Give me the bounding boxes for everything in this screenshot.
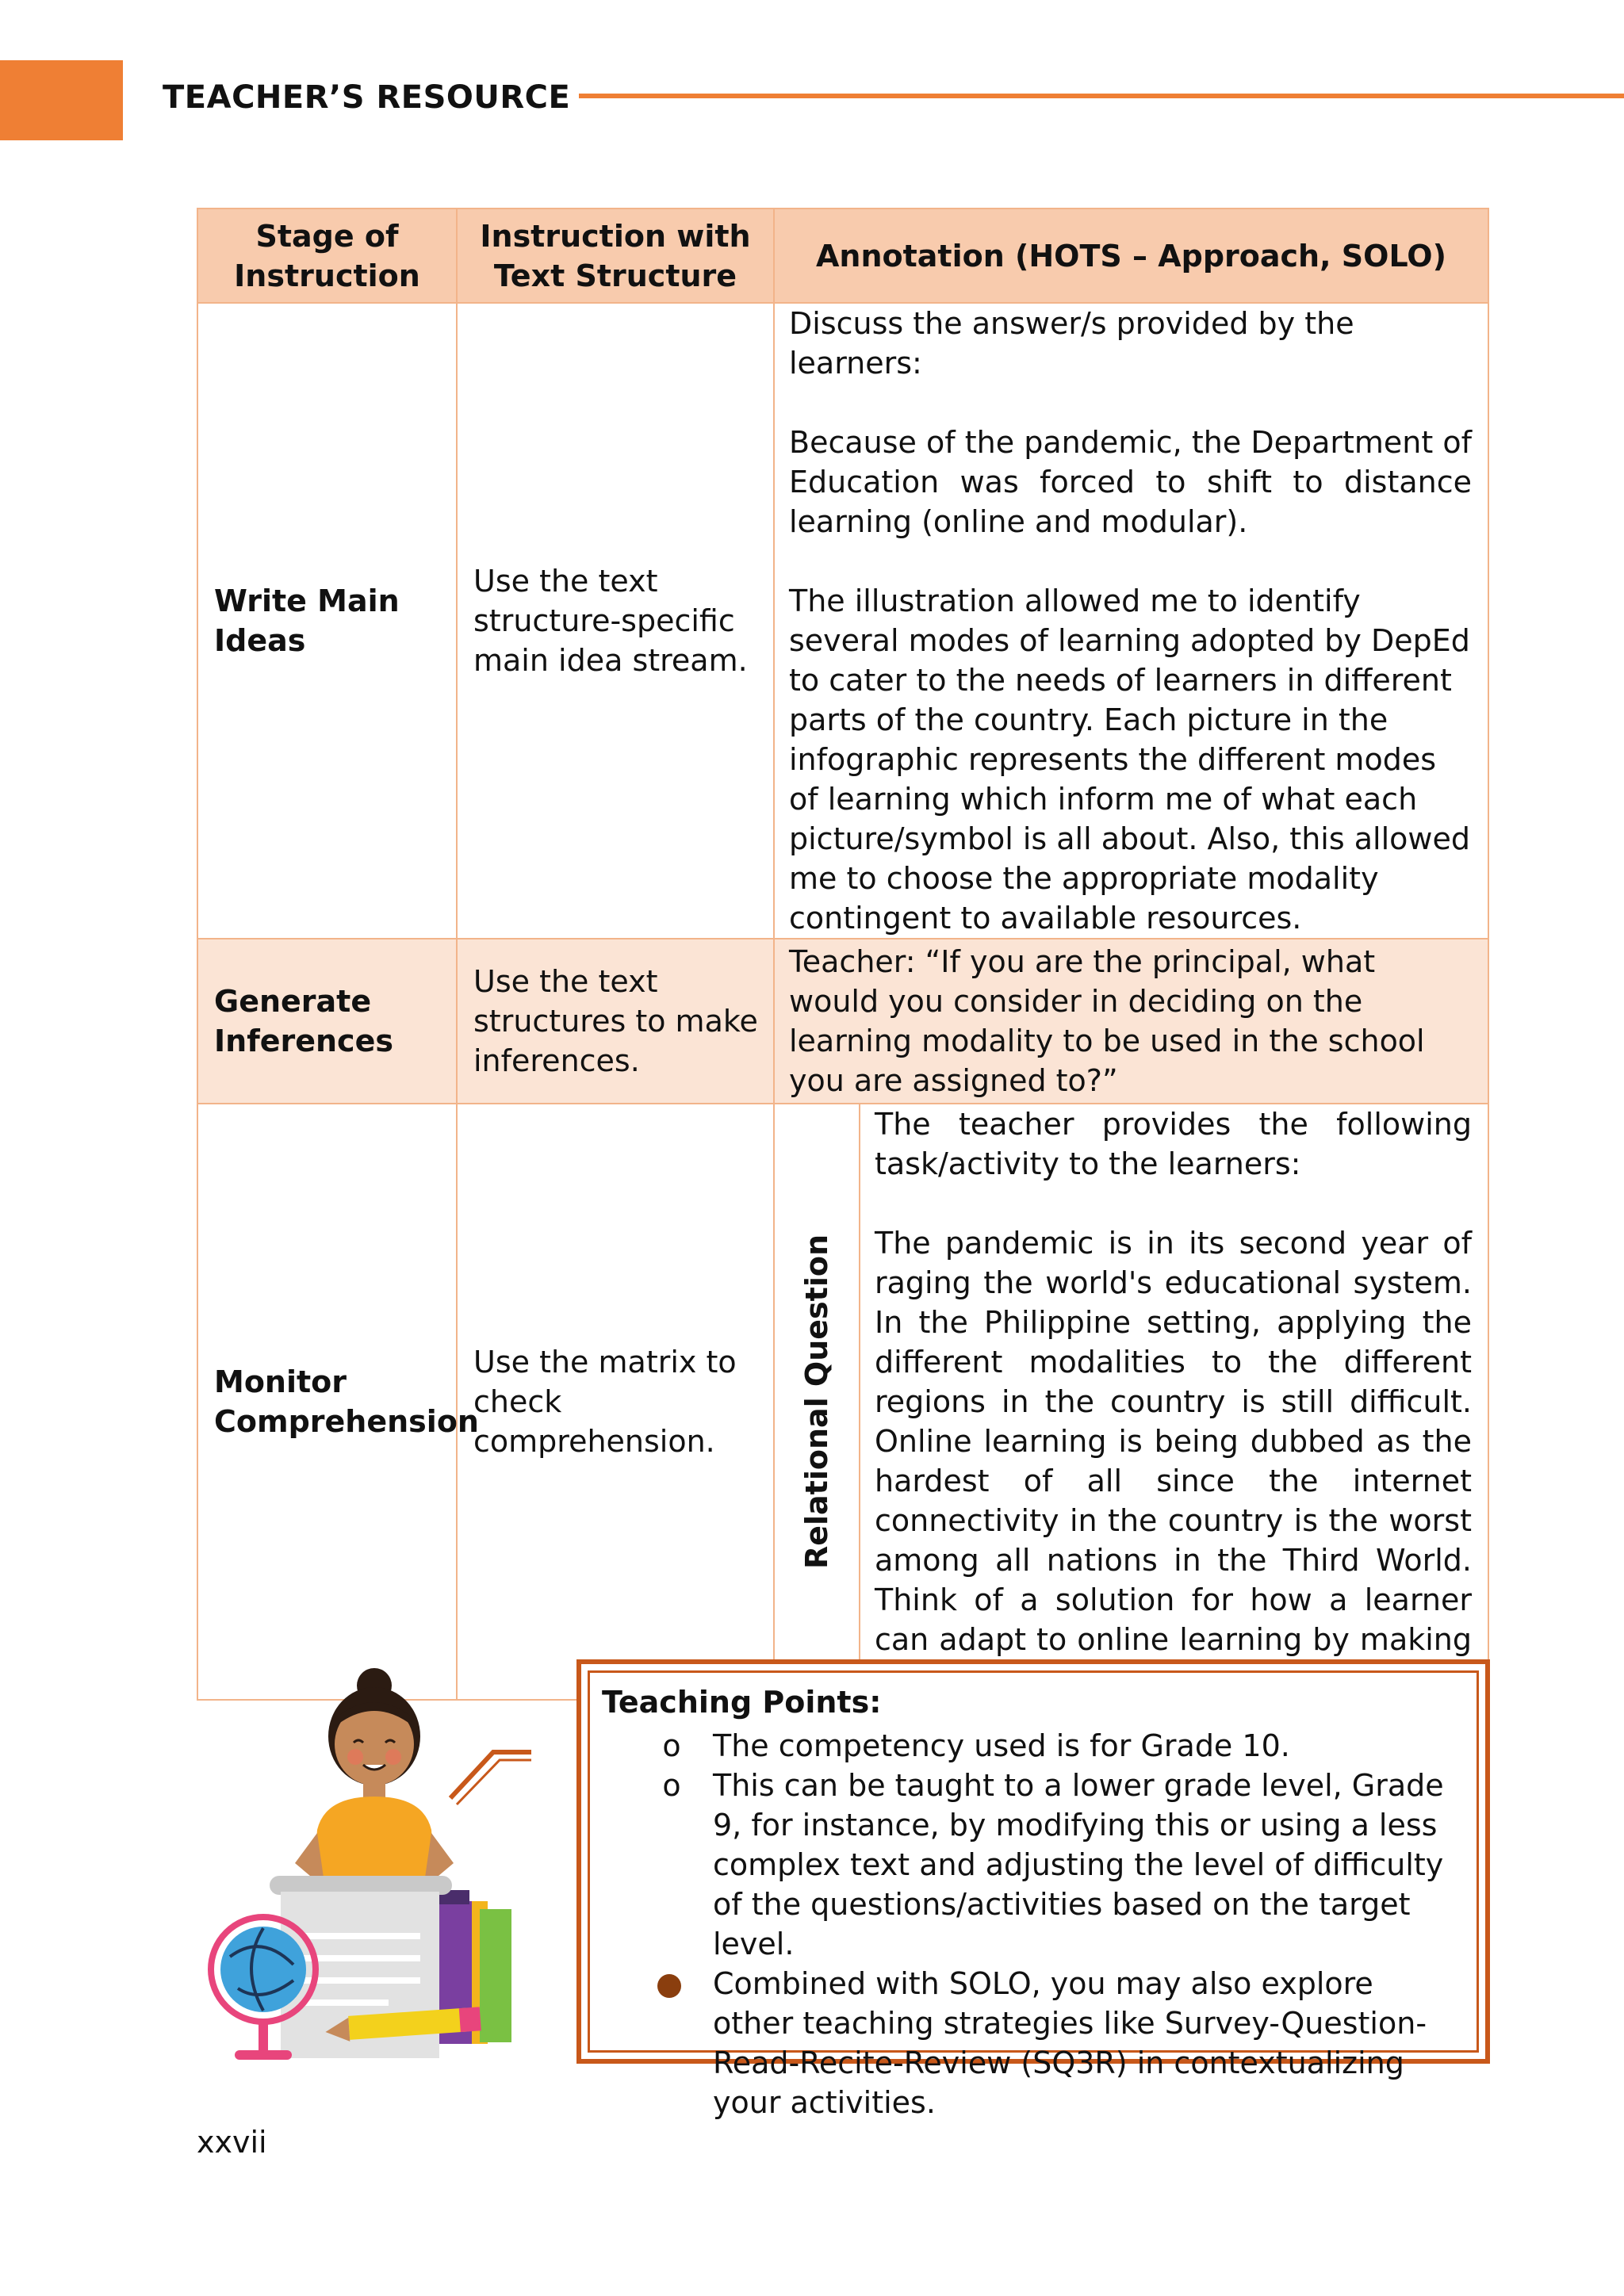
annotation-cell: Teacher: “If you are the principal, what would you consider in deciding on the learning modality to be used in the school you are assigned to?” (774, 939, 1488, 1104)
list-item (602, 1726, 1458, 1766)
instruction-table (197, 208, 1489, 1701)
relational-question-layout (775, 1104, 1488, 1699)
table-header-row (197, 209, 1488, 303)
instruction-cell: Use the matrix to check comprehension. (457, 1104, 774, 1700)
list-item-text: This can be taught to a lower grade level, Grade 9, for instance, by modifying this or using a less complex text and adjusting the level of difficulty of the questions/activities based on the target level. (713, 1768, 1444, 1961)
filled-bullet-icon (657, 1974, 681, 1998)
hollow-bullet-icon: o (662, 1728, 681, 1763)
annotation-paragraph: The teacher provides the following task/activity to the learners: (875, 1107, 1472, 1181)
header-annotation: Annotation (HOTS – Approach, SOLO) (774, 209, 1488, 303)
annotation-paragraph: Discuss the answer/s provided by the learners: (789, 306, 1354, 381)
annotation-cell (774, 1104, 1488, 1700)
page-number: xxvii (197, 2125, 267, 2160)
header-rule (579, 94, 1624, 98)
teacher-illustration (198, 1663, 531, 2076)
table-row (197, 303, 1488, 939)
stage-cell: Write Main Ideas (197, 303, 457, 939)
stage-cell: Monitor Comprehension (197, 1104, 457, 1700)
teaching-points-box (576, 1659, 1490, 2120)
list-item-text: The competency used is for Grade 10. (713, 1728, 1290, 1763)
teaching-points-title: Teaching Points: (602, 1685, 882, 1720)
instruction-cell: Use the text structure-specific main idea stream. (457, 303, 774, 939)
annotation-paragraph: The illustration allowed me to identify several modes of learning adopted by DepEd to cater to the needs of learners in different parts of the country. Each picture in the infographic represents the different modes of learning which inform me of what each picture/symbol is all about. Also, this allowed me to choose the appropriate modality contingent to available resources. (789, 584, 1470, 936)
header-stage: Stage of Instruction (197, 209, 457, 303)
list-item (602, 1766, 1458, 1964)
relational-annotation (860, 1104, 1488, 1699)
list-item (602, 1964, 1458, 2122)
annotation-paragraph: The pandemic is in its second year of raging the world's educational system. In the Philippine setting, applying the different modalities to the different regions in the country is still difficult. Online learning is being dubbed as the hardest of all since the internet connectivity in the country is the worst among all nations in the Third World. Think of a solution for how a learner can adapt to online learning by making (875, 1226, 1472, 1657)
teaching-points-list (602, 1726, 1458, 2122)
header-instruction: Instruction with Text Structure (457, 209, 774, 303)
stage-cell: Generate Inferences (197, 939, 457, 1104)
list-item-text: Combined with SOLO, you may also explore other teaching strategies like Survey-Question-Read-Recite-Review (SQ3R) in contextualizing your activities. (713, 1966, 1427, 2120)
table-row (197, 939, 1488, 1104)
page-header-title: TEACHER’S RESOURCE (163, 79, 571, 116)
annotation-cell (774, 303, 1488, 939)
instruction-cell: Use the text structures to make inferences. (457, 939, 774, 1104)
relational-question-label: Relational Question (799, 1234, 834, 1570)
table-row (197, 1104, 1488, 1700)
annotation-paragraph: Because of the pandemic, the Department of Education was forced to shift to distance learning (online and modular). (789, 425, 1472, 539)
relational-label-cell (775, 1104, 860, 1699)
header-accent-block (0, 60, 123, 140)
hollow-bullet-icon: o (662, 1768, 681, 1803)
